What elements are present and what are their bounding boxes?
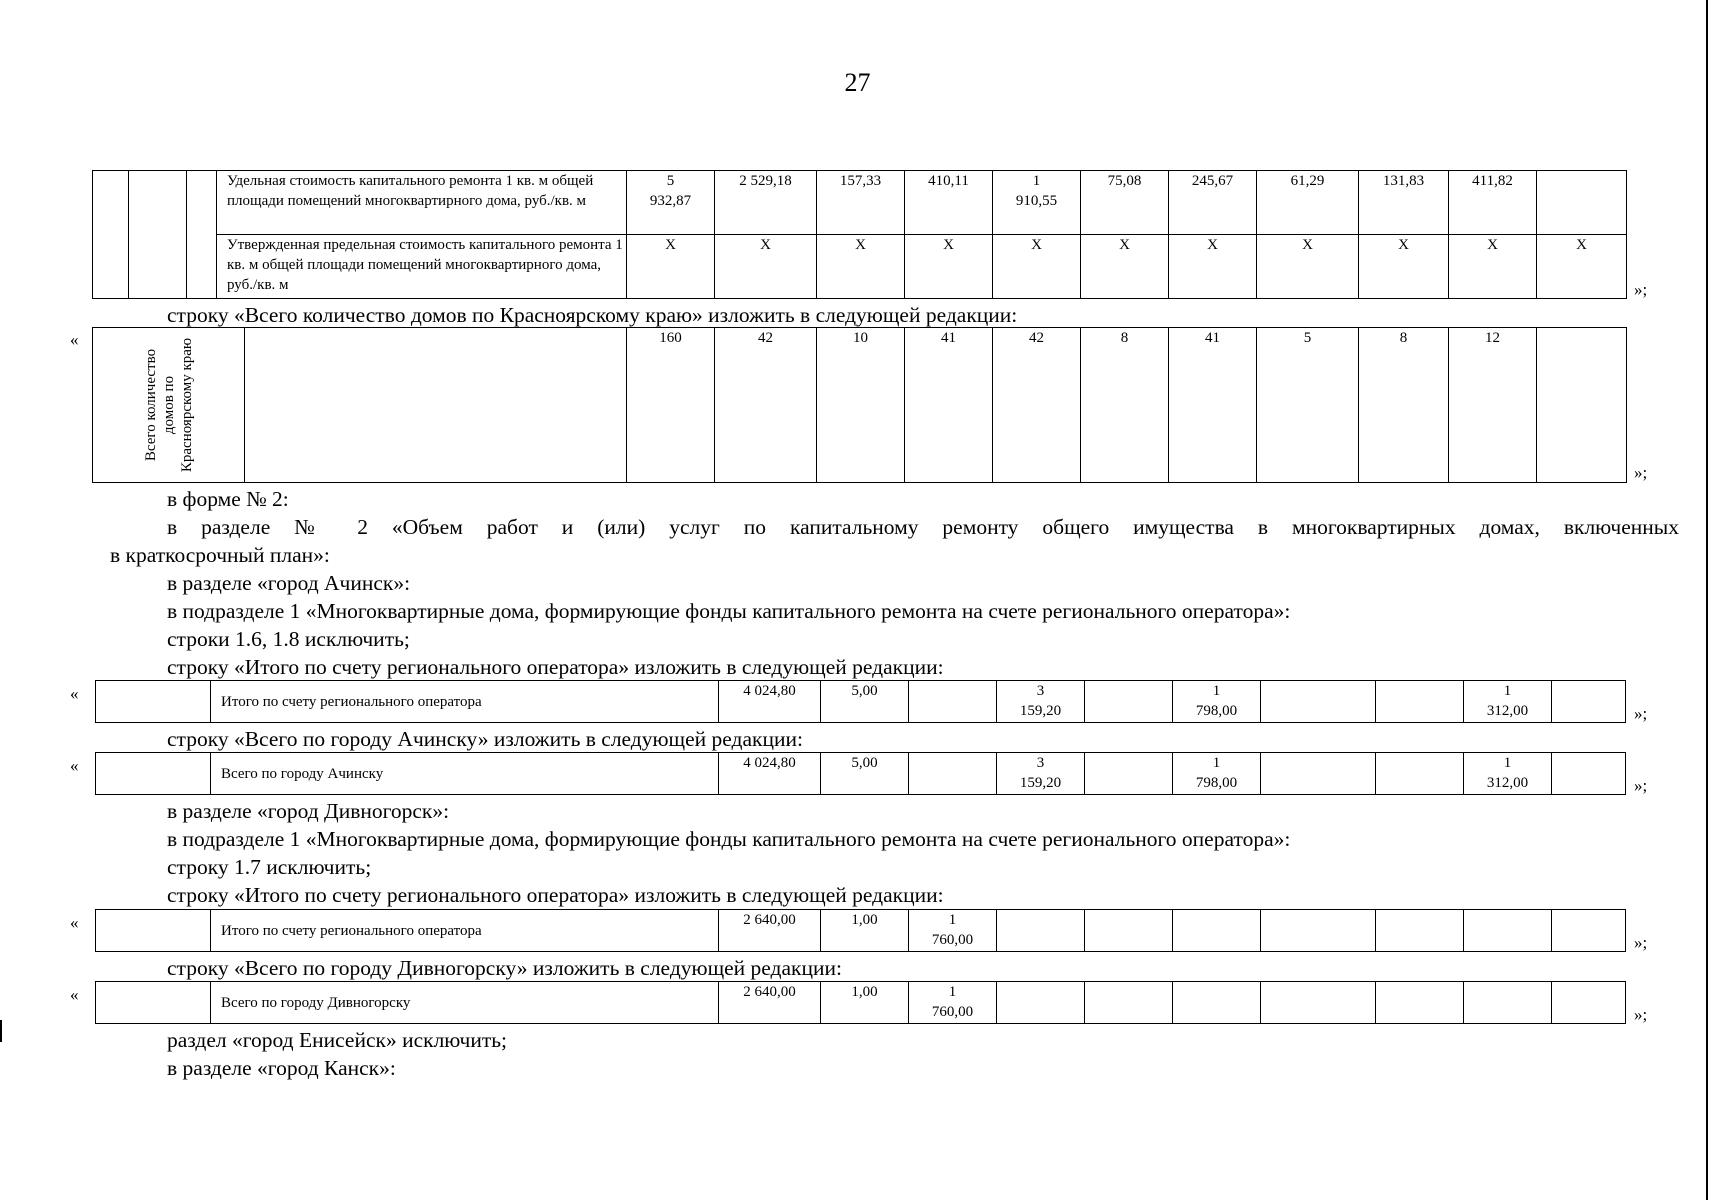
- value-cell: 75,08: [1081, 171, 1169, 235]
- value-cell: [1464, 982, 1552, 1024]
- instruction-text: в разделе «город Ачинск»:: [167, 571, 411, 595]
- value-cell: [1085, 681, 1173, 723]
- table-row: [96, 910, 1626, 952]
- value-cell: 2 529,18: [715, 171, 817, 235]
- value-cell: [1537, 328, 1627, 483]
- value-cell: [1261, 982, 1376, 1024]
- value-cell: 1,00: [821, 910, 909, 952]
- instruction-text: строку 1.7 исключить;: [167, 855, 372, 879]
- value-cell: 3 159,20: [997, 681, 1085, 723]
- closing-quote: »;: [1634, 463, 1648, 482]
- value-cell: 245,67: [1169, 171, 1257, 235]
- value-cell: [1376, 910, 1464, 952]
- empty-cell: [96, 753, 211, 795]
- value-cell: 157,33: [817, 171, 905, 235]
- empty-cell: [245, 328, 627, 483]
- table-row: [93, 235, 1627, 299]
- instruction-text: строку «Итого по счету регионального оператора» изложить в следующей редакции:: [167, 883, 944, 907]
- table-row: [93, 328, 1627, 483]
- closing-quote: »;: [1634, 280, 1648, 299]
- value-cell: [1376, 753, 1464, 795]
- value-cell: 5: [1257, 328, 1359, 483]
- closing-quote: »;: [1634, 933, 1648, 952]
- scan-edge-line: [1706, 0, 1708, 1200]
- value-cell: 131,83: [1359, 171, 1449, 235]
- row-label: Итого по счету регионального оператора: [211, 910, 719, 952]
- value-cell: 12: [1449, 328, 1537, 483]
- value-cell: 4 024,80: [719, 753, 821, 795]
- table-row: [93, 171, 1627, 235]
- instruction-text: в разделе № 2 «Объем работ и (или) услуг по капитальному ремонту общего имущества в многоквартирных домах, включенных: [167, 515, 1679, 539]
- table-row: [96, 681, 1626, 723]
- value-cell: 411,82: [1449, 171, 1537, 235]
- value-cell: [1376, 681, 1464, 723]
- value-cell: 1 798,00: [1173, 681, 1261, 723]
- instruction-text: в разделе «город Канск»:: [167, 1056, 396, 1080]
- value-cell: 8: [1359, 328, 1449, 483]
- closing-quote: »;: [1634, 704, 1648, 723]
- row-label: Всего количество домов по Красноярскому краю: [142, 337, 195, 473]
- table-unit-cost: [92, 170, 1627, 299]
- value-cell: [1173, 910, 1261, 952]
- row-label: Всего по городу Дивногорску: [211, 982, 719, 1024]
- empty-cell: [96, 982, 211, 1024]
- value-cell: 42: [715, 328, 817, 483]
- value-cell: 1 312,00: [1464, 753, 1552, 795]
- value-cell: [1537, 171, 1627, 235]
- instruction-text: раздел «город Енисейск» исключить;: [167, 1028, 508, 1052]
- table-itogo-achinsk: [95, 680, 1626, 723]
- value-cell: X: [1449, 235, 1537, 299]
- table-vsego-achinsk: [95, 752, 1626, 795]
- empty-cell: [187, 171, 217, 299]
- opening-quote: «: [70, 756, 79, 775]
- closing-quote: »;: [1634, 1005, 1648, 1024]
- value-cell: X: [1169, 235, 1257, 299]
- value-cell: [909, 753, 997, 795]
- value-cell: X: [905, 235, 993, 299]
- value-cell: 4 024,80: [719, 681, 821, 723]
- opening-quote: «: [70, 330, 79, 349]
- value-cell: 1 312,00: [1464, 681, 1552, 723]
- row-label: Утвержденная предельная стоимость капитального ремонта 1 кв. м общей площади помещений многоквартирного дома, руб./кв. м: [217, 235, 627, 299]
- instruction-text: в форме № 2:: [167, 487, 289, 511]
- value-cell: 1,00: [821, 982, 909, 1024]
- opening-quote: «: [70, 684, 79, 703]
- value-cell: 5 932,87: [627, 171, 715, 235]
- value-cell: X: [1257, 235, 1359, 299]
- instruction-text: в подразделе 1 «Многоквартирные дома, формирующие фонды капитального ремонта на счете регионального оператора»:: [167, 827, 1291, 851]
- value-cell: [1552, 681, 1626, 723]
- value-cell: 2 640,00: [719, 910, 821, 952]
- value-cell: [909, 681, 997, 723]
- value-cell: [1464, 910, 1552, 952]
- table-row: [96, 753, 1626, 795]
- scan-edge-mark: [0, 1020, 2, 1042]
- value-cell: 1 760,00: [909, 982, 997, 1024]
- instruction-text: в подразделе 1 «Многоквартирные дома, формирующие фонды капитального ремонта на счете регионального оператора»:: [167, 599, 1291, 623]
- row-label: Итого по счету регионального оператора: [211, 681, 719, 723]
- closing-quote: »;: [1634, 776, 1648, 795]
- value-cell: [1552, 910, 1626, 952]
- value-cell: X: [817, 235, 905, 299]
- value-cell: 8: [1081, 328, 1169, 483]
- value-cell: 42: [993, 328, 1081, 483]
- value-cell: 1 910,55: [993, 171, 1081, 235]
- value-cell: [1376, 982, 1464, 1024]
- value-cell: X: [993, 235, 1081, 299]
- value-cell: X: [1537, 235, 1627, 299]
- empty-cell: [96, 681, 211, 723]
- opening-quote: «: [70, 985, 79, 1004]
- value-cell: [997, 910, 1085, 952]
- instruction-text: строки 1.6, 1.8 исключить;: [167, 627, 410, 651]
- value-cell: X: [1359, 235, 1449, 299]
- value-cell: 5,00: [821, 681, 909, 723]
- value-cell: 41: [905, 328, 993, 483]
- table-row: [96, 982, 1626, 1024]
- instruction-text: строку «Итого по счету регионального оператора» изложить в следующей редакции:: [167, 655, 944, 679]
- value-cell: 41: [1169, 328, 1257, 483]
- value-cell: 5,00: [821, 753, 909, 795]
- value-cell: X: [1081, 235, 1169, 299]
- value-cell: 10: [817, 328, 905, 483]
- value-cell: [1261, 753, 1376, 795]
- value-cell: 160: [627, 328, 715, 483]
- value-cell: [1261, 910, 1376, 952]
- value-cell: [997, 982, 1085, 1024]
- value-cell: 1 798,00: [1173, 753, 1261, 795]
- value-cell: [1552, 982, 1626, 1024]
- empty-cell: [96, 910, 211, 952]
- instruction-text: строку «Всего по городу Дивногорску» изложить в следующей редакции:: [167, 956, 842, 980]
- instruction-text: в разделе «город Дивногорск»:: [167, 799, 450, 823]
- page-number: 27: [844, 68, 871, 97]
- value-cell: [1085, 982, 1173, 1024]
- value-cell: X: [627, 235, 715, 299]
- value-cell: 410,11: [905, 171, 993, 235]
- value-cell: [1173, 982, 1261, 1024]
- empty-cell: [93, 171, 129, 299]
- table-itogo-divnogorsk: [95, 909, 1626, 952]
- value-cell: [1085, 753, 1173, 795]
- instruction-text: строку «Всего по городу Ачинску» изложить в следующей редакции:: [167, 727, 803, 751]
- opening-quote: «: [70, 913, 79, 932]
- row-label: Всего по городу Ачинску: [211, 753, 719, 795]
- value-cell: 61,29: [1257, 171, 1359, 235]
- instruction-text: в краткосрочный план»:: [110, 543, 330, 567]
- instruction-text: строку «Всего количество домов по Красноярскому краю» изложить в следующей редакции:: [167, 303, 1018, 327]
- row-label-cell: [93, 328, 245, 483]
- value-cell: 2 640,00: [719, 982, 821, 1024]
- empty-cell: [129, 171, 187, 299]
- value-cell: 3 159,20: [997, 753, 1085, 795]
- value-cell: [1261, 681, 1376, 723]
- table-total-houses: [92, 327, 1627, 483]
- value-cell: X: [715, 235, 817, 299]
- value-cell: 1 760,00: [909, 910, 997, 952]
- value-cell: [1552, 753, 1626, 795]
- row-label: Удельная стоимость капитального ремонта 1 кв. м общей площади помещений многоквартирного дома, руб./кв. м: [217, 171, 627, 235]
- table-vsego-divnogorsk: [95, 981, 1626, 1024]
- value-cell: [1085, 910, 1173, 952]
